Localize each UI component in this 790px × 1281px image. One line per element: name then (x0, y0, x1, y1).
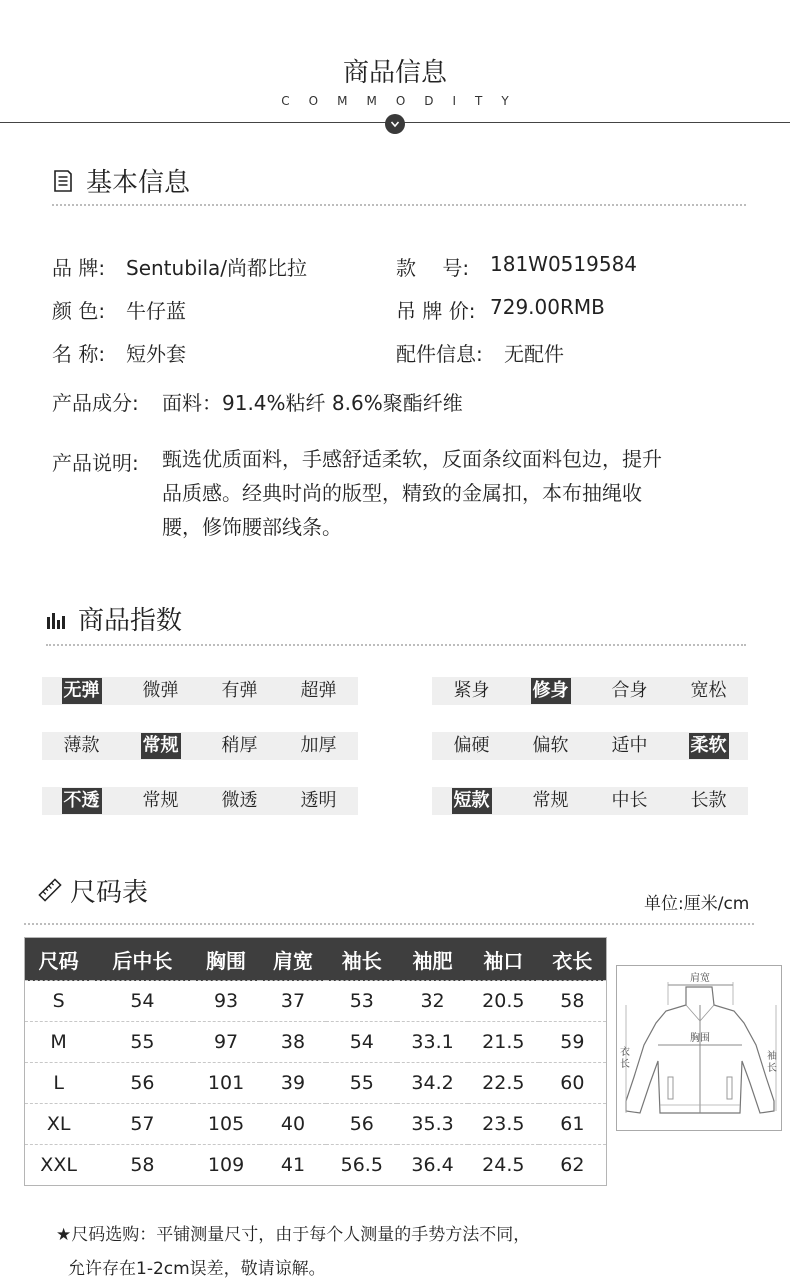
size-column-header: 肩宽 (260, 938, 327, 981)
size-cell: 55 (92, 1022, 192, 1063)
index-option-label: 微弹 (142, 680, 179, 701)
index-option-label: 透明 (300, 790, 337, 811)
index-option-label: 中长 (611, 790, 648, 811)
size-cell: 57 (92, 1104, 192, 1145)
size-cell: 34.2 (397, 1063, 468, 1104)
size-table (24, 937, 607, 1186)
price-value: 729.00RMB (490, 295, 605, 319)
description-line: 腰，修饰腰部线条。 (162, 515, 342, 539)
index-group (42, 732, 358, 760)
description-label: 产品说明: (52, 451, 139, 475)
size-cell: 41 (260, 1145, 327, 1186)
size-note: ★尺码选购：平铺测量尺寸，由于每个人测量的手势方法不同， (56, 1225, 531, 1245)
index-option-selected: 柔软 (689, 733, 729, 759)
index-option-selected: 不透 (62, 788, 102, 814)
style-no-label: 款 号: (396, 256, 470, 280)
divider (24, 923, 754, 925)
brand-label: 品 牌: (52, 256, 106, 280)
size-cell: 101 (193, 1063, 260, 1104)
index-option (279, 787, 358, 815)
size-cell: 23.5 (468, 1104, 539, 1145)
size-column-header: 衣长 (539, 938, 607, 981)
size-table-header (25, 938, 607, 981)
index-option (279, 732, 358, 760)
index-option (42, 787, 121, 815)
index-option-label: 有弹 (221, 680, 258, 701)
size-cell: 56 (92, 1063, 192, 1104)
index-option-label: 稍厚 (221, 735, 258, 756)
index-option-selected: 修身 (531, 678, 571, 704)
size-cell: 38 (260, 1022, 327, 1063)
price-label: 吊 牌 价: (396, 299, 476, 323)
size-cell: 24.5 (468, 1145, 539, 1186)
divider (52, 204, 746, 206)
size-cell: 20.5 (468, 981, 539, 1022)
index-option (511, 787, 590, 815)
color-label: 颜 色: (52, 299, 106, 323)
size-cell: 58 (92, 1145, 192, 1186)
index-option (432, 677, 511, 705)
index-option (590, 677, 669, 705)
diagram-label-length: 长 (620, 1059, 630, 1070)
divider (46, 644, 746, 646)
index-option (42, 732, 121, 760)
size-cell: 37 (260, 981, 327, 1022)
index-option (121, 677, 200, 705)
section-title-basic: 基本信息 (86, 168, 191, 198)
index-option (590, 732, 669, 760)
size-cell: 40 (260, 1104, 327, 1145)
index-option (432, 732, 511, 760)
size-cell: 58 (539, 981, 607, 1022)
index-group (42, 787, 358, 815)
size-cell: 56 (326, 1104, 397, 1145)
size-cell: 93 (193, 981, 260, 1022)
size-column-header: 后中长 (92, 938, 192, 981)
jacket-diagram (616, 965, 782, 1135)
size-column-header: 袖口 (468, 938, 539, 981)
index-option (511, 677, 590, 705)
index-option (669, 787, 748, 815)
index-option-label: 常规 (142, 790, 179, 811)
size-cell: 35.3 (397, 1104, 468, 1145)
accessory-value: 无配件 (504, 342, 564, 366)
index-option-label: 宽松 (690, 680, 727, 701)
index-option (42, 677, 121, 705)
size-row (25, 1022, 607, 1063)
section-title-index: 商品指数 (78, 606, 183, 636)
size-cell: XL (25, 1104, 93, 1145)
size-note: 允许存在1-2cm误差，敬请谅解。 (68, 1259, 326, 1279)
size-cell: 21.5 (468, 1022, 539, 1063)
diagram-label-sleeve: 长 (767, 1063, 777, 1074)
document-icon (52, 168, 74, 198)
diagram-label-chest: 胸围 (690, 1033, 710, 1044)
description-text (162, 442, 742, 544)
size-row (25, 1104, 607, 1145)
size-cell: 22.5 (468, 1063, 539, 1104)
index-option-label: 紧身 (453, 680, 490, 701)
index-option-label: 长款 (690, 790, 727, 811)
index-option-label: 适中 (611, 735, 648, 756)
size-column-header: 尺码 (25, 938, 93, 981)
index-option (121, 732, 200, 760)
index-option-label: 超弹 (300, 680, 337, 701)
size-cell: 39 (260, 1063, 327, 1104)
size-row (25, 981, 607, 1022)
size-cell: 56.5 (326, 1145, 397, 1186)
size-cell: M (25, 1022, 93, 1063)
description-line: 品质感。经典时尚的版型，精致的金属扣，本布抽绳收 (162, 481, 642, 505)
index-option (200, 787, 279, 815)
size-cell: 32 (397, 981, 468, 1022)
index-option (432, 787, 511, 815)
name-value: 短外套 (126, 342, 186, 366)
name-label: 名 称: (52, 342, 106, 366)
size-cell: 54 (92, 981, 192, 1022)
size-cell: 97 (193, 1022, 260, 1063)
size-cell: 109 (193, 1145, 260, 1186)
index-option-label: 偏软 (532, 735, 569, 756)
index-option-label: 偏硬 (453, 735, 490, 756)
index-group (42, 677, 358, 705)
size-cell: 62 (539, 1145, 607, 1186)
size-column-header: 袖长 (326, 938, 397, 981)
index-option-label: 微透 (221, 790, 258, 811)
size-cell: 105 (193, 1104, 260, 1145)
size-cell: 55 (326, 1063, 397, 1104)
size-row (25, 1145, 607, 1186)
size-cell: 33.1 (397, 1022, 468, 1063)
index-option (511, 732, 590, 760)
description-line: 甄选优质面料，手感舒适柔软，反面条纹面料包边，提升 (162, 447, 662, 471)
size-column-header: 袖肥 (397, 938, 468, 981)
index-option (200, 677, 279, 705)
size-cell: 60 (539, 1063, 607, 1104)
size-column-header: 胸围 (193, 938, 260, 981)
size-cell: 53 (326, 981, 397, 1022)
size-cell: 61 (539, 1104, 607, 1145)
index-group (432, 787, 748, 815)
size-cell: S (25, 981, 93, 1022)
composition-label: 产品成分: (52, 391, 139, 415)
index-option-label: 薄款 (63, 735, 100, 756)
index-group (432, 677, 748, 705)
index-option-selected: 常规 (141, 733, 181, 759)
style-no-value: 181W0519584 (490, 252, 638, 276)
chevron-down-icon (385, 114, 405, 134)
bar-chart-icon (46, 611, 66, 633)
index-option (669, 732, 748, 760)
accessory-label: 配件信息: (396, 342, 483, 366)
section-title-size: 尺码表 (70, 878, 149, 908)
composition-value: 面料：91.4%粘纤 8.6%聚酯纤维 (162, 391, 463, 415)
index-option (121, 787, 200, 815)
index-option (590, 787, 669, 815)
index-option-selected: 无弹 (62, 678, 102, 704)
size-cell: L (25, 1063, 93, 1104)
size-cell: 54 (326, 1022, 397, 1063)
page-subtitle: COMMODITY (281, 94, 528, 108)
size-row (25, 1063, 607, 1104)
size-cell: XXL (25, 1145, 93, 1186)
diagram-label-length: 衣 (620, 1047, 630, 1058)
index-option-label: 常规 (532, 790, 569, 811)
color-value: 牛仔蓝 (126, 299, 186, 323)
index-option (200, 732, 279, 760)
index-option-selected: 短款 (452, 788, 492, 814)
index-option (279, 677, 358, 705)
index-option (669, 677, 748, 705)
index-option-label: 合身 (611, 680, 648, 701)
size-cell: 59 (539, 1022, 607, 1063)
diagram-label-sleeve: 袖 (767, 1051, 777, 1062)
size-cell: 36.4 (397, 1145, 468, 1186)
index-group (432, 732, 748, 760)
unit-label: 单位:厘米/cm (644, 894, 750, 914)
index-option-label: 加厚 (300, 735, 337, 756)
brand-value: Sentubila/尚都比拉 (126, 256, 307, 280)
ruler-icon (38, 878, 62, 906)
diagram-label-shoulder: 肩宽 (690, 973, 710, 984)
page-title: 商品信息 (342, 58, 447, 88)
